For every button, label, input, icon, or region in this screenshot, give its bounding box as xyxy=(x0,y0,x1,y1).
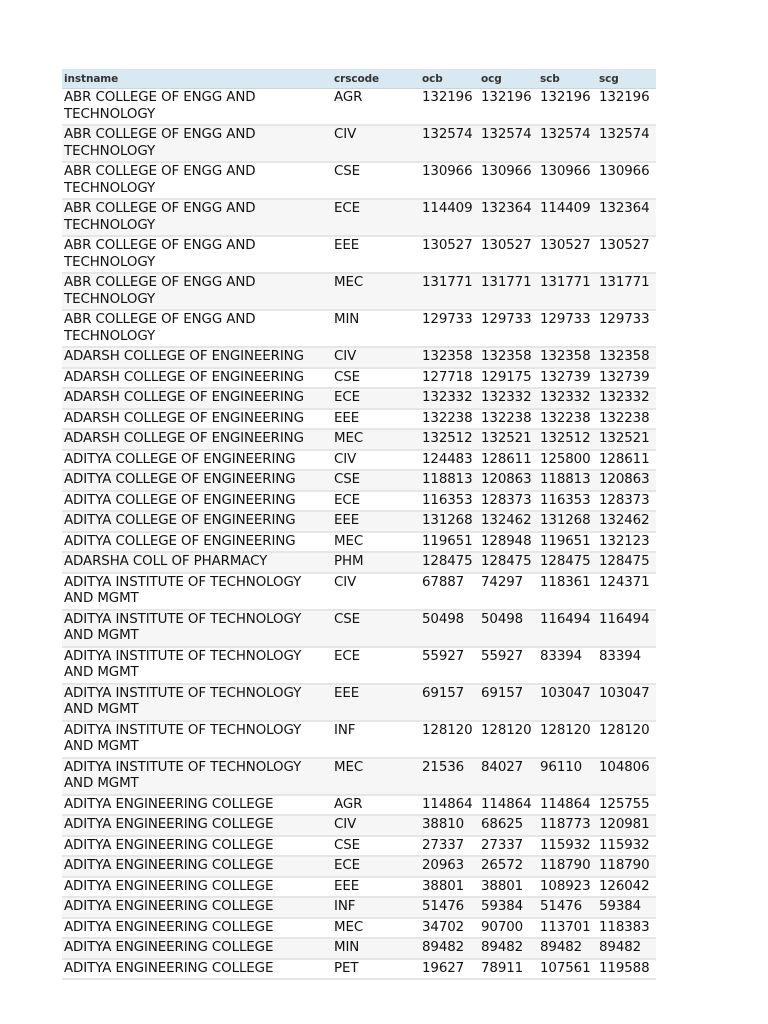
cell-scb: 116494 xyxy=(538,610,597,647)
cell-ocb: 21536 xyxy=(420,758,479,795)
cell-ocg: 128120 xyxy=(479,721,538,758)
cell-ocg: 74297 xyxy=(479,573,538,610)
cell-ocb: 124483 xyxy=(420,450,479,471)
cell-crscode: EEE xyxy=(332,409,420,430)
cell-ocb: 131268 xyxy=(420,511,479,532)
cell-instname: ADITYA ENGINEERING COLLEGE xyxy=(62,795,332,816)
cell-scb: 118361 xyxy=(538,573,597,610)
cell-scg: 130527 xyxy=(597,236,656,273)
table-row xyxy=(62,347,656,368)
cell-ocg: 128611 xyxy=(479,450,538,471)
cell-ocb: 132574 xyxy=(420,125,479,162)
cell-instname: ABR COLLEGE OF ENGG AND TECHNOLOGY xyxy=(62,236,332,273)
cell-ocg: 55927 xyxy=(479,647,538,684)
cell-crscode: CSE xyxy=(332,836,420,857)
cell-crscode: ECE xyxy=(332,199,420,236)
cell-scg: 124371 xyxy=(597,573,656,610)
table-row xyxy=(62,877,656,898)
header-scg: scg xyxy=(597,69,656,89)
table-row xyxy=(62,684,656,721)
cell-ocb: 119651 xyxy=(420,532,479,553)
cell-ocb: 19627 xyxy=(420,959,479,980)
cell-scb: 132332 xyxy=(538,388,597,409)
cell-ocg: 90700 xyxy=(479,918,538,939)
cell-scb: 128475 xyxy=(538,552,597,573)
cell-ocg: 129175 xyxy=(479,368,538,389)
cell-instname: ADITYA COLLEGE OF ENGINEERING xyxy=(62,532,332,553)
table-row xyxy=(62,573,656,610)
cell-scb: 108923 xyxy=(538,877,597,898)
cell-scb: 51476 xyxy=(538,897,597,918)
cell-crscode: CIV xyxy=(332,815,420,836)
cell-scb: 130966 xyxy=(538,162,597,199)
cell-scb: 132739 xyxy=(538,368,597,389)
cell-scg: 132196 xyxy=(597,89,656,126)
cell-instname: ADITYA COLLEGE OF ENGINEERING xyxy=(62,470,332,491)
header-crscode: crscode xyxy=(332,69,420,89)
cell-ocb: 128120 xyxy=(420,721,479,758)
header-scb: scb xyxy=(538,69,597,89)
cell-scg: 128373 xyxy=(597,491,656,512)
table-row xyxy=(62,273,656,310)
cell-scb: 115932 xyxy=(538,836,597,857)
cell-scg: 132238 xyxy=(597,409,656,430)
cell-scb: 107561 xyxy=(538,959,597,980)
cell-scg: 125755 xyxy=(597,795,656,816)
table-row xyxy=(62,918,656,939)
table-row xyxy=(62,470,656,491)
cell-instname: ABR COLLEGE OF ENGG AND TECHNOLOGY xyxy=(62,273,332,310)
cell-crscode: AGR xyxy=(332,795,420,816)
cell-scb: 128120 xyxy=(538,721,597,758)
cell-instname: ADITYA INSTITUTE OF TECHNOLOGY AND MGMT xyxy=(62,684,332,721)
table-row xyxy=(62,388,656,409)
cell-ocb: 38801 xyxy=(420,877,479,898)
cell-ocg: 132238 xyxy=(479,409,538,430)
table-row xyxy=(62,199,656,236)
cell-crscode: AGR xyxy=(332,89,420,126)
table-row xyxy=(62,491,656,512)
table-row xyxy=(62,511,656,532)
cell-crscode: EEE xyxy=(332,511,420,532)
cell-instname: ADITYA ENGINEERING COLLEGE xyxy=(62,938,332,959)
cell-crscode: EEE xyxy=(332,236,420,273)
cell-scg: 116494 xyxy=(597,610,656,647)
cell-instname: ADARSH COLLEGE OF ENGINEERING xyxy=(62,347,332,368)
cell-ocb: 132196 xyxy=(420,89,479,126)
cell-crscode: MEC xyxy=(332,918,420,939)
cell-ocg: 132358 xyxy=(479,347,538,368)
cell-ocg: 132364 xyxy=(479,199,538,236)
cell-scb: 132512 xyxy=(538,429,597,450)
cell-instname: ABR COLLEGE OF ENGG AND TECHNOLOGY xyxy=(62,89,332,126)
cell-ocg: 59384 xyxy=(479,897,538,918)
cell-ocb: 132358 xyxy=(420,347,479,368)
cell-scg: 83394 xyxy=(597,647,656,684)
cell-instname: ADITYA COLLEGE OF ENGINEERING xyxy=(62,511,332,532)
cell-crscode: PHM xyxy=(332,552,420,573)
cell-scg: 89482 xyxy=(597,938,656,959)
cell-scb: 83394 xyxy=(538,647,597,684)
cell-scg: 128475 xyxy=(597,552,656,573)
cell-scb: 119651 xyxy=(538,532,597,553)
cell-scg: 132332 xyxy=(597,388,656,409)
cell-instname: ADITYA INSTITUTE OF TECHNOLOGY AND MGMT xyxy=(62,573,332,610)
table-row xyxy=(62,450,656,471)
header-row xyxy=(62,69,656,89)
cell-crscode: MEC xyxy=(332,758,420,795)
cell-instname: ADITYA INSTITUTE OF TECHNOLOGY AND MGMT xyxy=(62,610,332,647)
header-ocg: ocg xyxy=(479,69,538,89)
cell-ocb: 130966 xyxy=(420,162,479,199)
cell-ocb: 114864 xyxy=(420,795,479,816)
cell-ocb: 20963 xyxy=(420,856,479,877)
cell-crscode: EEE xyxy=(332,877,420,898)
table-row xyxy=(62,938,656,959)
cell-crscode: CIV xyxy=(332,125,420,162)
cell-ocb: 67887 xyxy=(420,573,479,610)
table-row xyxy=(62,815,656,836)
cell-instname: ADITYA INSTITUTE OF TECHNOLOGY AND MGMT xyxy=(62,647,332,684)
cell-ocg: 132332 xyxy=(479,388,538,409)
cell-scb: 125800 xyxy=(538,450,597,471)
cell-ocb: 127718 xyxy=(420,368,479,389)
cell-scg: 132364 xyxy=(597,199,656,236)
cell-instname: ADITYA COLLEGE OF ENGINEERING xyxy=(62,491,332,512)
cell-ocg: 68625 xyxy=(479,815,538,836)
cell-crscode: EEE xyxy=(332,684,420,721)
cell-instname: ABR COLLEGE OF ENGG AND TECHNOLOGY xyxy=(62,310,332,347)
cell-scb: 118773 xyxy=(538,815,597,836)
table-row xyxy=(62,647,656,684)
table-body xyxy=(62,89,656,980)
cell-ocb: 129733 xyxy=(420,310,479,347)
cell-ocg: 128948 xyxy=(479,532,538,553)
cell-scb: 130527 xyxy=(538,236,597,273)
cell-instname: ADITYA INSTITUTE OF TECHNOLOGY AND MGMT xyxy=(62,721,332,758)
cell-instname: ADARSH COLLEGE OF ENGINEERING xyxy=(62,388,332,409)
cell-scb: 114864 xyxy=(538,795,597,816)
cell-ocg: 128475 xyxy=(479,552,538,573)
cell-ocb: 89482 xyxy=(420,938,479,959)
cell-ocb: 34702 xyxy=(420,918,479,939)
cell-scg: 120863 xyxy=(597,470,656,491)
table-row xyxy=(62,310,656,347)
table-row xyxy=(62,897,656,918)
cell-scg: 120981 xyxy=(597,815,656,836)
cell-crscode: MEC xyxy=(332,532,420,553)
cell-ocb: 131771 xyxy=(420,273,479,310)
cell-ocb: 132238 xyxy=(420,409,479,430)
cell-scb: 118790 xyxy=(538,856,597,877)
cell-crscode: CSE xyxy=(332,162,420,199)
cell-scg: 126042 xyxy=(597,877,656,898)
cell-scb: 132196 xyxy=(538,89,597,126)
cell-scg: 118383 xyxy=(597,918,656,939)
cell-crscode: CSE xyxy=(332,470,420,491)
cell-scb: 131771 xyxy=(538,273,597,310)
cell-instname: ADITYA ENGINEERING COLLEGE xyxy=(62,959,332,980)
cell-instname: ADITYA ENGINEERING COLLEGE xyxy=(62,877,332,898)
table-row xyxy=(62,236,656,273)
cell-crscode: CSE xyxy=(332,368,420,389)
cell-crscode: MIN xyxy=(332,938,420,959)
cell-instname: ADITYA INSTITUTE OF TECHNOLOGY AND MGMT xyxy=(62,758,332,795)
cell-ocg: 130527 xyxy=(479,236,538,273)
cell-ocb: 130527 xyxy=(420,236,479,273)
cell-instname: ADITYA ENGINEERING COLLEGE xyxy=(62,918,332,939)
cell-scb: 116353 xyxy=(538,491,597,512)
header-instname: instname xyxy=(62,69,332,89)
cell-instname: ADARSH COLLEGE OF ENGINEERING xyxy=(62,409,332,430)
cell-crscode: ECE xyxy=(332,647,420,684)
cell-scg: 119588 xyxy=(597,959,656,980)
cell-ocg: 26572 xyxy=(479,856,538,877)
cell-scb: 103047 xyxy=(538,684,597,721)
cell-ocg: 50498 xyxy=(479,610,538,647)
cell-instname: ADARSHA COLL OF PHARMACY xyxy=(62,552,332,573)
cell-crscode: ECE xyxy=(332,388,420,409)
table-row xyxy=(62,836,656,857)
table-row xyxy=(62,959,656,980)
cell-instname: ABR COLLEGE OF ENGG AND TECHNOLOGY xyxy=(62,199,332,236)
cell-ocg: 78911 xyxy=(479,959,538,980)
cell-ocb: 118813 xyxy=(420,470,479,491)
cell-scb: 113701 xyxy=(538,918,597,939)
cell-scg: 132123 xyxy=(597,532,656,553)
cell-scg: 129733 xyxy=(597,310,656,347)
cell-instname: ADARSH COLLEGE OF ENGINEERING xyxy=(62,429,332,450)
cell-ocb: 128475 xyxy=(420,552,479,573)
cell-ocg: 114864 xyxy=(479,795,538,816)
cell-crscode: MEC xyxy=(332,429,420,450)
table-row xyxy=(62,409,656,430)
cell-scg: 132358 xyxy=(597,347,656,368)
cell-scb: 132238 xyxy=(538,409,597,430)
cell-ocg: 128373 xyxy=(479,491,538,512)
cell-scg: 132462 xyxy=(597,511,656,532)
cell-scg: 128611 xyxy=(597,450,656,471)
table-row xyxy=(62,758,656,795)
cell-instname: ADITYA ENGINEERING COLLEGE xyxy=(62,836,332,857)
cell-scb: 132574 xyxy=(538,125,597,162)
cell-crscode: MIN xyxy=(332,310,420,347)
cell-scg: 132574 xyxy=(597,125,656,162)
table-row xyxy=(62,856,656,877)
cell-ocb: 114409 xyxy=(420,199,479,236)
table-row xyxy=(62,368,656,389)
cutoff-table xyxy=(62,69,656,980)
cell-scg: 115932 xyxy=(597,836,656,857)
cell-scb: 96110 xyxy=(538,758,597,795)
cell-scb: 114409 xyxy=(538,199,597,236)
cell-instname: ADITYA ENGINEERING COLLEGE xyxy=(62,897,332,918)
cell-scb: 129733 xyxy=(538,310,597,347)
cell-crscode: CIV xyxy=(332,450,420,471)
cell-ocb: 132512 xyxy=(420,429,479,450)
cell-ocg: 132196 xyxy=(479,89,538,126)
cell-instname: ADITYA ENGINEERING COLLEGE xyxy=(62,856,332,877)
cell-scb: 132358 xyxy=(538,347,597,368)
cell-ocg: 84027 xyxy=(479,758,538,795)
cell-crscode: INF xyxy=(332,897,420,918)
cell-ocg: 89482 xyxy=(479,938,538,959)
cell-instname: ADITYA ENGINEERING COLLEGE xyxy=(62,815,332,836)
cell-instname: ABR COLLEGE OF ENGG AND TECHNOLOGY xyxy=(62,125,332,162)
cell-ocg: 131771 xyxy=(479,273,538,310)
cell-ocg: 130966 xyxy=(479,162,538,199)
table-row xyxy=(62,125,656,162)
cell-ocb: 116353 xyxy=(420,491,479,512)
cell-scb: 118813 xyxy=(538,470,597,491)
table-row xyxy=(62,721,656,758)
cell-crscode: ECE xyxy=(332,491,420,512)
table-row xyxy=(62,610,656,647)
cell-ocg: 38801 xyxy=(479,877,538,898)
cell-instname: ADARSH COLLEGE OF ENGINEERING xyxy=(62,368,332,389)
cell-ocg: 69157 xyxy=(479,684,538,721)
table-row xyxy=(62,162,656,199)
cell-crscode: MEC xyxy=(332,273,420,310)
cell-scb: 89482 xyxy=(538,938,597,959)
table-row xyxy=(62,552,656,573)
cell-ocg: 132521 xyxy=(479,429,538,450)
header-ocb: ocb xyxy=(420,69,479,89)
cell-scb: 131268 xyxy=(538,511,597,532)
table-header xyxy=(62,69,656,89)
cell-scg: 118790 xyxy=(597,856,656,877)
cell-ocg: 129733 xyxy=(479,310,538,347)
cell-crscode: INF xyxy=(332,721,420,758)
cell-crscode: CSE xyxy=(332,610,420,647)
cell-scg: 59384 xyxy=(597,897,656,918)
cell-ocb: 55927 xyxy=(420,647,479,684)
cell-scg: 104806 xyxy=(597,758,656,795)
cell-scg: 128120 xyxy=(597,721,656,758)
cell-instname: ADITYA COLLEGE OF ENGINEERING xyxy=(62,450,332,471)
cell-crscode: CIV xyxy=(332,347,420,368)
table-row xyxy=(62,429,656,450)
cell-crscode: CIV xyxy=(332,573,420,610)
cell-crscode: ECE xyxy=(332,856,420,877)
table-row xyxy=(62,532,656,553)
cell-ocg: 132574 xyxy=(479,125,538,162)
cell-ocb: 27337 xyxy=(420,836,479,857)
cell-scg: 132521 xyxy=(597,429,656,450)
table-row xyxy=(62,89,656,126)
cell-scg: 132739 xyxy=(597,368,656,389)
cell-ocg: 132462 xyxy=(479,511,538,532)
cell-ocb: 50498 xyxy=(420,610,479,647)
cell-ocb: 132332 xyxy=(420,388,479,409)
table-row xyxy=(62,795,656,816)
cell-scg: 130966 xyxy=(597,162,656,199)
cell-instname: ABR COLLEGE OF ENGG AND TECHNOLOGY xyxy=(62,162,332,199)
cell-scg: 131771 xyxy=(597,273,656,310)
cell-scg: 103047 xyxy=(597,684,656,721)
cell-ocg: 27337 xyxy=(479,836,538,857)
cell-crscode: PET xyxy=(332,959,420,980)
cell-ocb: 51476 xyxy=(420,897,479,918)
cell-ocb: 69157 xyxy=(420,684,479,721)
cell-ocb: 38810 xyxy=(420,815,479,836)
cell-ocg: 120863 xyxy=(479,470,538,491)
